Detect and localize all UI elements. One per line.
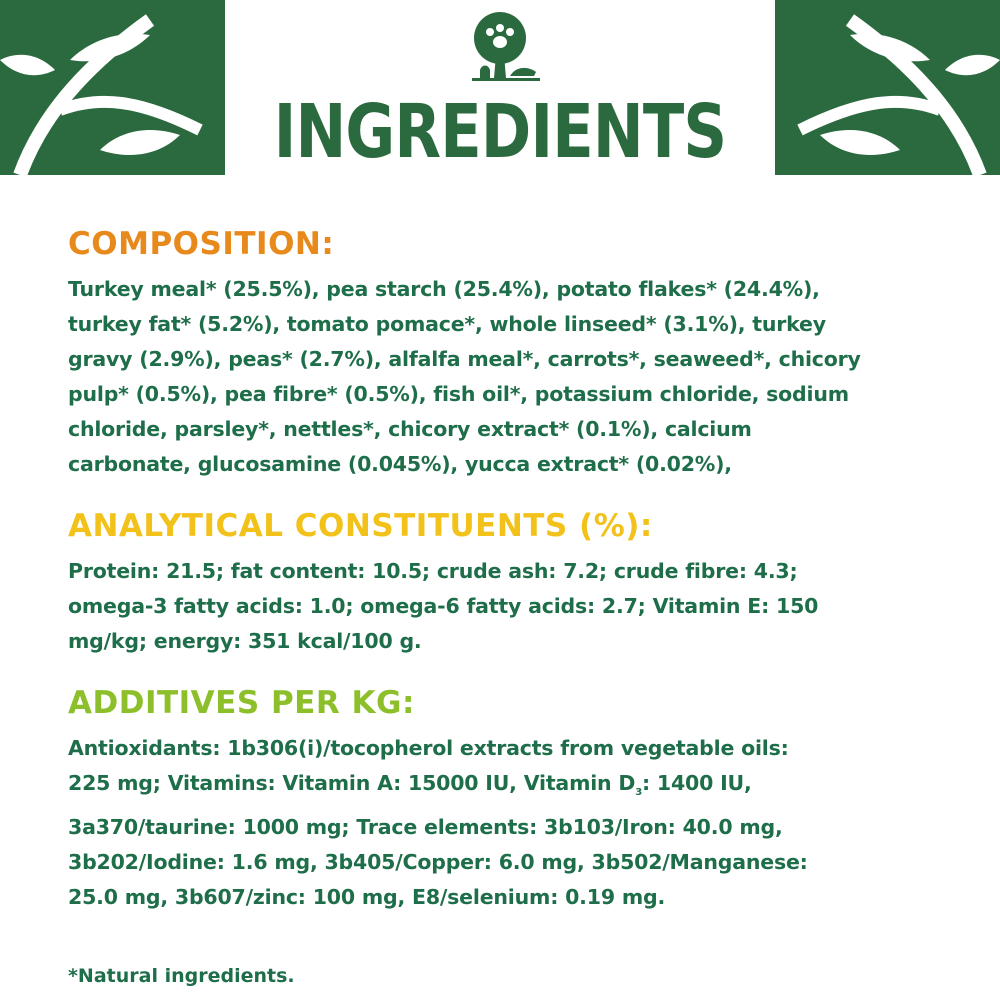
composition-line: pulp* (0.5%), pea fibre* (0.5%), fish oil*, potassium chloride, sodium	[68, 382, 849, 406]
additives-heading: ADDITIVES PER KG:	[68, 685, 415, 721]
tree-with-pets-logo-icon	[450, 10, 550, 90]
composition-line: chloride, parsley*, nettles*, chicory extract* (0.1%), calcium	[68, 417, 752, 441]
ingredients-content	[68, 224, 948, 991]
analytical-constituents-heading: ANALYTICAL CONSTITUENTS (%):	[68, 508, 653, 544]
analytical-constituents-text	[68, 554, 948, 659]
additives-text	[68, 731, 948, 915]
composition-text	[68, 272, 948, 482]
additives-line-part: : 1400 IU,	[641, 771, 752, 795]
composition-heading: COMPOSITION:	[68, 226, 335, 262]
header-banner	[0, 0, 1000, 175]
additives-line: 3b202/Iodine: 1.6 mg, 3b405/Copper: 6.0 mg, 3b502/Manganese:	[68, 850, 808, 875]
composition-line: carbonate, glucosamine (0.045%), yucca extract* (0.02%),	[68, 452, 732, 476]
analytical-line: mg/kg; energy: 351 kcal/100 g.	[68, 629, 422, 653]
additives-line: Antioxidants: 1b306(i)/tocopherol extracts from vegetable oils:	[68, 736, 789, 760]
additives-line-part: 225 mg; Vitamins: Vitamin A: 15000 IU, Vitamin D	[68, 771, 636, 795]
composition-line: gravy (2.9%), peas* (2.7%), alfalfa meal*, carrots*, seaweed*, chicory	[68, 347, 861, 371]
additives-line	[68, 766, 948, 810]
additives-line: 3a370/taurine: 1000 mg; Trace elements: 3b103/Iron: 40.0 mg,	[68, 815, 783, 840]
composition-line: Turkey meal* (25.5%), pea starch (25.4%), potato flakes* (24.4%),	[68, 277, 820, 301]
additives-line: 25.0 mg, 3b607/zinc: 100 mg, E8/selenium: 0.19 mg.	[68, 885, 666, 910]
page-title: INGREDIENTS	[273, 89, 727, 175]
subscript-3: 3	[635, 787, 642, 799]
natural-ingredients-footnote: *Natural ingredients.	[68, 965, 295, 988]
analytical-line: omega-3 fatty acids: 1.0; omega-6 fatty acids: 2.7; Vitamin E: 150	[68, 594, 819, 618]
composition-line: turkey fat* (5.2%), tomato pomace*, whole linseed* (3.1%), turkey	[68, 312, 826, 336]
analytical-line: Protein: 21.5; fat content: 10.5; crude ash: 7.2; crude fibre: 4.3;	[68, 559, 798, 583]
